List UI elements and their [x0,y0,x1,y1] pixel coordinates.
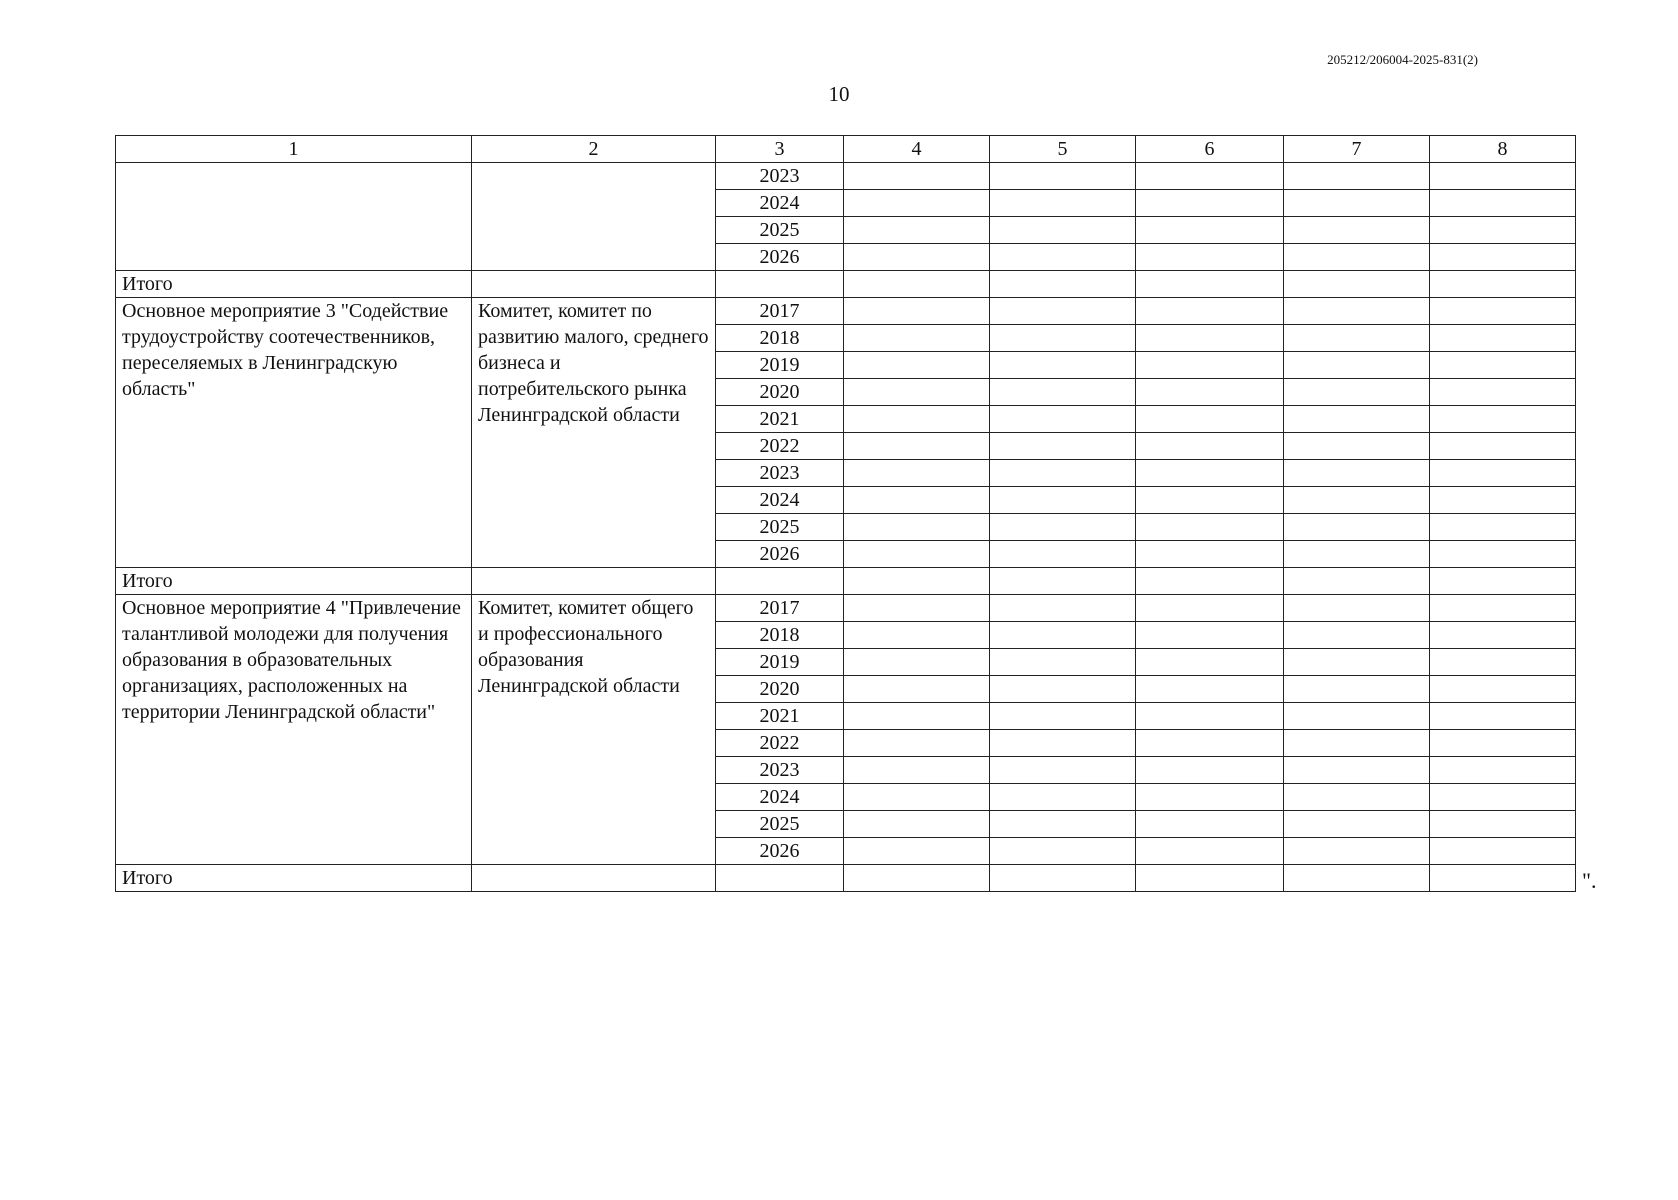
year-cell: 2024 [716,190,844,217]
year-cell: 2024 [716,487,844,514]
value-cell [1430,406,1576,433]
total-row [116,865,1576,892]
value-cell [472,568,716,595]
year-cell: 2023 [716,460,844,487]
value-cell [990,865,1136,892]
year-cell: 2025 [716,514,844,541]
value-cell [1136,460,1284,487]
header-cell: 4 [844,136,990,163]
value-cell [1136,865,1284,892]
value-cell [1430,190,1576,217]
header-row [116,136,1576,163]
value-cell [1284,568,1430,595]
value-cell [1284,541,1430,568]
value-cell [990,514,1136,541]
value-cell [1284,406,1430,433]
value-cell [1136,568,1284,595]
value-cell [1430,784,1576,811]
value-cell [1136,271,1284,298]
value-cell [844,541,990,568]
value-cell [1430,676,1576,703]
value-cell [1136,703,1284,730]
value-cell [844,244,990,271]
value-cell [990,163,1136,190]
value-cell [1430,730,1576,757]
value-cell [1430,163,1576,190]
measure-name-cell [116,163,472,271]
value-cell [990,541,1136,568]
value-cell [990,622,1136,649]
value-cell [1136,811,1284,838]
value-cell [1430,541,1576,568]
value-cell [1284,271,1430,298]
value-cell [1284,757,1430,784]
value-cell [1430,487,1576,514]
value-cell [844,649,990,676]
value-cell [990,703,1136,730]
measure-3-executor: Комитет, комитет по развитию малого, среднего бизнеса и потребительского рынка Ленинградской области [472,298,716,568]
value-cell [1430,433,1576,460]
value-cell [1430,325,1576,352]
header-cell: 2 [472,136,716,163]
value-cell [844,757,990,784]
value-cell [844,325,990,352]
value-cell [1430,649,1576,676]
program-table [115,135,1576,892]
value-cell [1284,865,1430,892]
value-cell [1430,514,1576,541]
value-cell [844,865,990,892]
value-cell [990,811,1136,838]
value-cell [1136,298,1284,325]
value-cell [1284,433,1430,460]
year-cell: 2017 [716,595,844,622]
value-cell [1284,730,1430,757]
total-label: Итого [116,271,472,298]
value-cell [1284,811,1430,838]
year-cell: 2022 [716,730,844,757]
value-cell [1430,865,1576,892]
table-row [116,163,1576,190]
value-cell [1284,676,1430,703]
total-row [116,568,1576,595]
value-cell [990,244,1136,271]
value-cell [844,595,990,622]
value-cell [1284,460,1430,487]
header-cell: 3 [716,136,844,163]
value-cell [844,703,990,730]
value-cell [1284,838,1430,865]
value-cell [990,460,1136,487]
value-cell [1430,757,1576,784]
value-cell [1284,244,1430,271]
value-cell [990,487,1136,514]
value-cell [990,676,1136,703]
value-cell [990,379,1136,406]
value-cell [1136,541,1284,568]
value-cell [990,271,1136,298]
header-cell: 5 [990,136,1136,163]
value-cell [844,379,990,406]
value-cell [844,676,990,703]
value-cell [1136,433,1284,460]
value-cell [844,163,990,190]
value-cell [1284,298,1430,325]
value-cell [1284,163,1430,190]
value-cell [990,757,1136,784]
value-cell [1136,406,1284,433]
value-cell [1136,838,1284,865]
value-cell [1284,703,1430,730]
value-cell [1430,379,1576,406]
year-cell: 2025 [716,811,844,838]
value-cell [990,730,1136,757]
year-cell: 2026 [716,244,844,271]
value-cell [1136,487,1284,514]
document-id: 205212/206004-2025-831(2) [1327,52,1478,67]
value-cell [716,568,844,595]
total-label: Итого [116,865,472,892]
value-cell [1284,487,1430,514]
value-cell [716,865,844,892]
value-cell [1136,595,1284,622]
year-cell: 2023 [716,163,844,190]
value-cell [844,352,990,379]
value-cell [990,568,1136,595]
value-cell [1430,217,1576,244]
value-cell [1284,784,1430,811]
value-cell [844,433,990,460]
year-cell: 2018 [716,622,844,649]
value-cell [844,811,990,838]
value-cell [990,784,1136,811]
value-cell [844,784,990,811]
value-cell [1430,568,1576,595]
year-cell: 2020 [716,676,844,703]
value-cell [1284,379,1430,406]
value-cell [844,298,990,325]
value-cell [844,568,990,595]
year-cell: 2018 [716,325,844,352]
value-cell [1136,352,1284,379]
value-cell [1136,676,1284,703]
value-cell [990,217,1136,244]
value-cell [844,487,990,514]
value-cell [1430,298,1576,325]
value-cell [716,271,844,298]
year-cell: 2019 [716,352,844,379]
table-row [116,595,1576,622]
value-cell [990,298,1136,325]
measure-3-name: Основное мероприятие 3 "Содействие трудоустройству соотечественников, переселяемых в Ленинградскую область" [116,298,472,568]
year-cell: 2021 [716,703,844,730]
value-cell [844,730,990,757]
value-cell [990,325,1136,352]
value-cell [844,838,990,865]
value-cell [472,271,716,298]
value-cell [1136,649,1284,676]
value-cell [1136,757,1284,784]
year-cell: 2017 [716,298,844,325]
year-cell: 2026 [716,838,844,865]
value-cell [990,649,1136,676]
closing-quote-mark: ". [1582,868,1597,893]
value-cell [1430,352,1576,379]
value-cell [1136,163,1284,190]
value-cell [990,352,1136,379]
year-cell: 2023 [716,757,844,784]
table-row [116,298,1576,325]
value-cell [1136,325,1284,352]
measure-4-executor: Комитет, комитет общего и профессионального образования Ленинградской области [472,595,716,865]
value-cell [1136,622,1284,649]
year-cell: 2020 [716,379,844,406]
value-cell [1430,271,1576,298]
header-cell: 8 [1430,136,1576,163]
year-cell: 2022 [716,433,844,460]
value-cell [990,595,1136,622]
value-cell [1136,730,1284,757]
page-number: 10 [828,82,850,106]
value-cell [1284,622,1430,649]
value-cell [1284,217,1430,244]
value-cell [1430,595,1576,622]
value-cell [1136,784,1284,811]
value-cell [990,433,1136,460]
value-cell [1136,217,1284,244]
year-cell: 2024 [716,784,844,811]
value-cell [1430,244,1576,271]
value-cell [844,622,990,649]
value-cell [1136,244,1284,271]
value-cell [990,190,1136,217]
total-row [116,271,1576,298]
value-cell [1136,190,1284,217]
value-cell [1430,811,1576,838]
year-cell: 2019 [716,649,844,676]
year-cell: 2021 [716,406,844,433]
year-cell: 2025 [716,217,844,244]
value-cell [990,406,1136,433]
header-cell: 6 [1136,136,1284,163]
value-cell [472,865,716,892]
value-cell [1284,325,1430,352]
value-cell [844,190,990,217]
total-label: Итого [116,568,472,595]
value-cell [990,838,1136,865]
value-cell [1136,514,1284,541]
measure-4-name: Основное мероприятие 4 "Привлечение талантливой молодежи для получения образования в образовательных организациях, расположенных на территории Ленинградской области" [116,595,472,865]
value-cell [1284,514,1430,541]
year-cell: 2026 [716,541,844,568]
value-cell [1284,190,1430,217]
value-cell [1430,460,1576,487]
header-cell: 1 [116,136,472,163]
value-cell [1430,703,1576,730]
value-cell [1284,595,1430,622]
value-cell [1284,352,1430,379]
header-cell: 7 [1284,136,1430,163]
value-cell [844,460,990,487]
value-cell [1430,838,1576,865]
value-cell [1430,622,1576,649]
value-cell [844,217,990,244]
executor-cell [472,163,716,271]
value-cell [844,514,990,541]
value-cell [844,406,990,433]
value-cell [1284,649,1430,676]
value-cell [1136,379,1284,406]
value-cell [844,271,990,298]
